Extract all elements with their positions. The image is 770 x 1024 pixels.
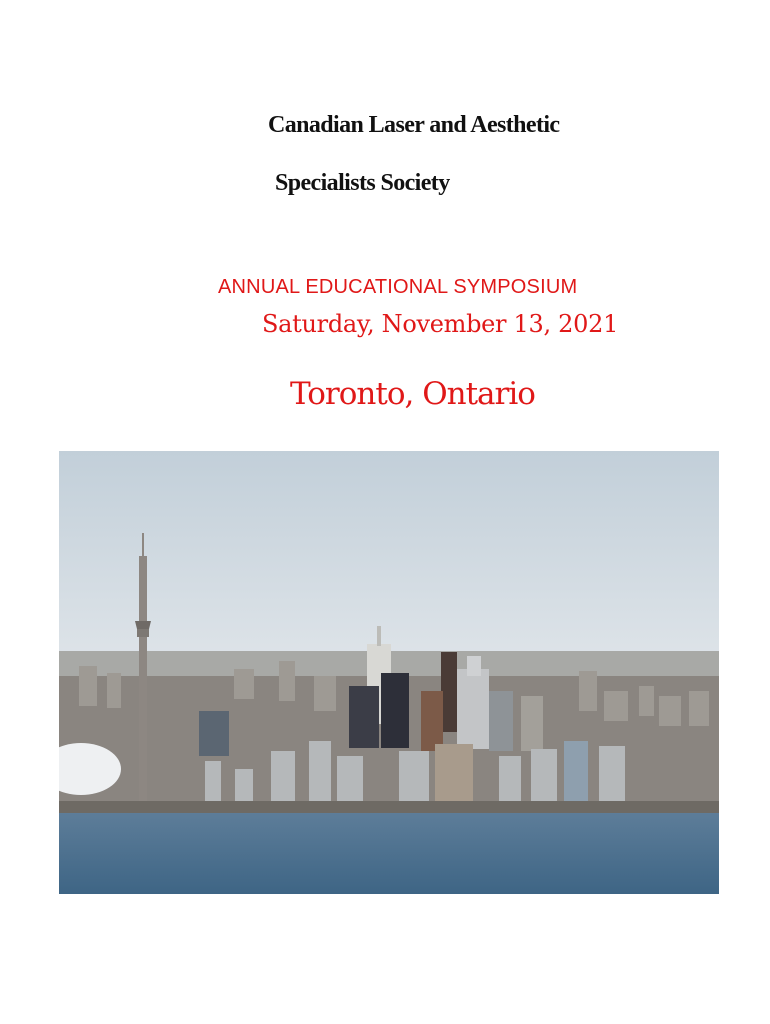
- toronto-skyline-photo: [59, 451, 719, 894]
- event-date: Saturday, November 13, 2021: [262, 310, 619, 338]
- sky: [59, 451, 719, 656]
- organization-name-line-2: Specialists Society: [275, 170, 450, 196]
- event-title: ANNUAL EDUCATIONAL SYMPOSIUM: [218, 276, 578, 298]
- shoreline: [59, 801, 719, 815]
- organization-name-line-1: Canadian Laser and Aesthetic: [268, 112, 560, 138]
- lake-water: [59, 813, 719, 894]
- event-location: Toronto, Ontario: [290, 376, 535, 412]
